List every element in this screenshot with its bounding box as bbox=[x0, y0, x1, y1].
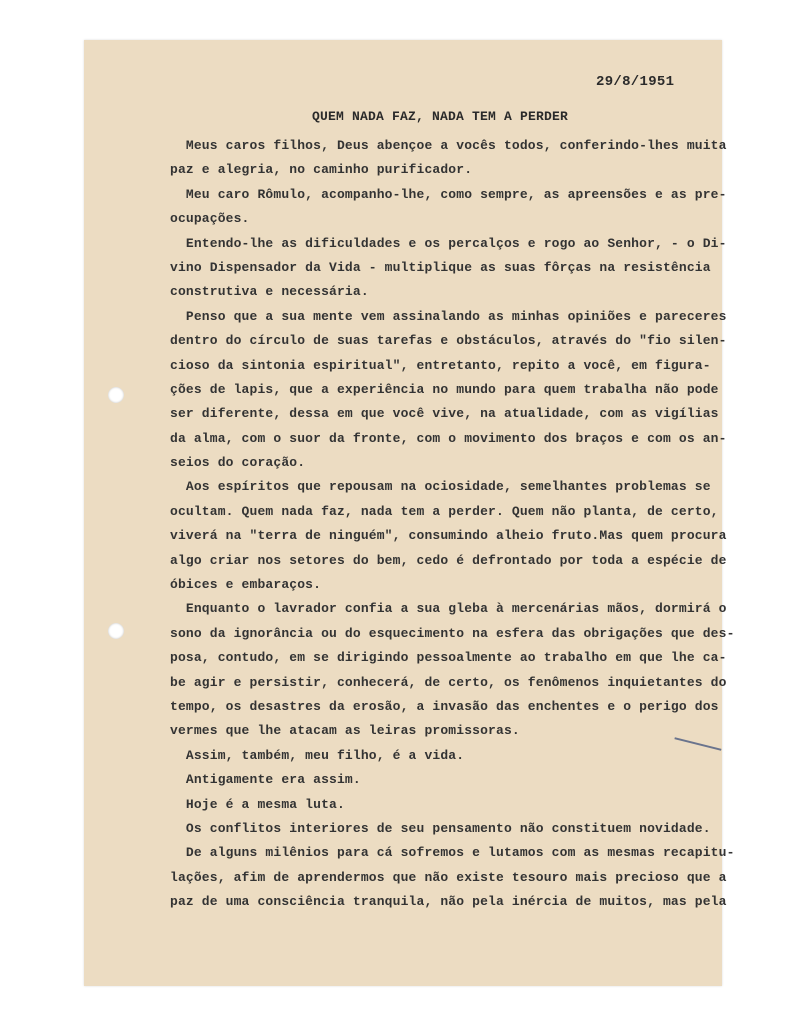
text-line: vermes que lhe atacam as leiras promissoras. bbox=[170, 723, 520, 739]
text-line: dentro do círculo de suas tarefas e obstáculos, através do "fio silen- bbox=[170, 333, 727, 349]
text-line: Entendo-lhe as dificuldades e os percalços e rogo ao Senhor, - o Di- bbox=[170, 235, 727, 251]
text-line: cioso da sintonia espiritual", entretanto, repito a você, em figura- bbox=[170, 357, 711, 373]
text-line: De alguns milênios para cá sofremos e lutamos com as mesmas recapitu- bbox=[170, 845, 735, 861]
text-line: viverá na "terra de ninguém", consumindo alheio fruto.Mas quem procura bbox=[170, 528, 727, 544]
typewritten-page bbox=[84, 40, 735, 986]
text-line: sono da ignorância ou do esquecimento na esfera das obrigações que des- bbox=[170, 625, 735, 641]
text-line: Penso que a sua mente vem assinalando as minhas opiniões e pareceres bbox=[170, 308, 727, 324]
text-line: algo criar nos setores do bem, cedo é defrontado por toda a espécie de bbox=[170, 552, 727, 568]
text-line: Meu caro Rômulo, acompanho-lhe, como sempre, as apreensões e as pre- bbox=[170, 186, 727, 202]
text-line: ocupações. bbox=[170, 211, 250, 227]
text-line: Aos espíritos que repousam na ociosidade, semelhantes problemas se bbox=[170, 479, 711, 495]
document-date: 29/8/1951 bbox=[596, 74, 675, 90]
text-line: posa, contudo, em se dirigindo pessoalmente ao trabalho em que lhe ca- bbox=[170, 650, 727, 666]
text-line: paz de uma consciência tranquila, não pela inércia de muitos, mas pela bbox=[170, 894, 727, 910]
text-line: da alma, com o suor da fronte, com o movimento dos braços e com os an- bbox=[170, 430, 727, 446]
text-line: be agir e persistir, conhecerá, de certo, os fenômenos inquietantes do bbox=[170, 674, 727, 690]
text-line: construtiva e necessária. bbox=[170, 284, 369, 300]
binder-hole bbox=[108, 623, 124, 639]
text-line: ções de lapis, que a experiência no mundo para quem trabalha não pode bbox=[170, 381, 719, 397]
text-line: Meus caros filhos, Deus abençoe a vocês todos, conferindo-lhes muita bbox=[170, 138, 727, 153]
text-line: óbices e embaraços. bbox=[170, 577, 322, 593]
text-line: seios do coração. bbox=[170, 455, 306, 471]
text-line: Enquanto o lavrador confia a sua gleba à mercenárias mãos, dormirá o bbox=[170, 601, 727, 617]
text-line: paz e alegria, no caminho purificador. bbox=[170, 162, 473, 178]
text-line: Assim, também, meu filho, é a vida. bbox=[170, 747, 465, 763]
text-line: lações, afim de aprendermos que não existe tesouro mais precioso que a bbox=[170, 869, 727, 885]
text-line: ocultam. Quem nada faz, nada tem a perder. Quem não planta, de certo, bbox=[170, 503, 719, 519]
text-line: tempo, os desastres da erosão, a invasão das enchentes e o perigo dos bbox=[170, 698, 719, 714]
document-body bbox=[170, 134, 735, 915]
document-title: QUEM NADA FAZ, NADA TEM A PERDER bbox=[312, 109, 569, 124]
binder-hole bbox=[108, 387, 124, 403]
text-line: Os conflitos interiores de seu pensamento não constituem novidade. bbox=[170, 820, 711, 836]
text-line: Antigamente era assim. bbox=[170, 772, 361, 788]
text-line: ser diferente, dessa em que você vive, na atualidade, com as vigílias bbox=[170, 406, 719, 422]
text-line: vino Dispensador da Vida - multiplique as suas fôrças na resistência bbox=[170, 259, 711, 275]
text-line: Hoje é a mesma luta. bbox=[170, 796, 345, 812]
